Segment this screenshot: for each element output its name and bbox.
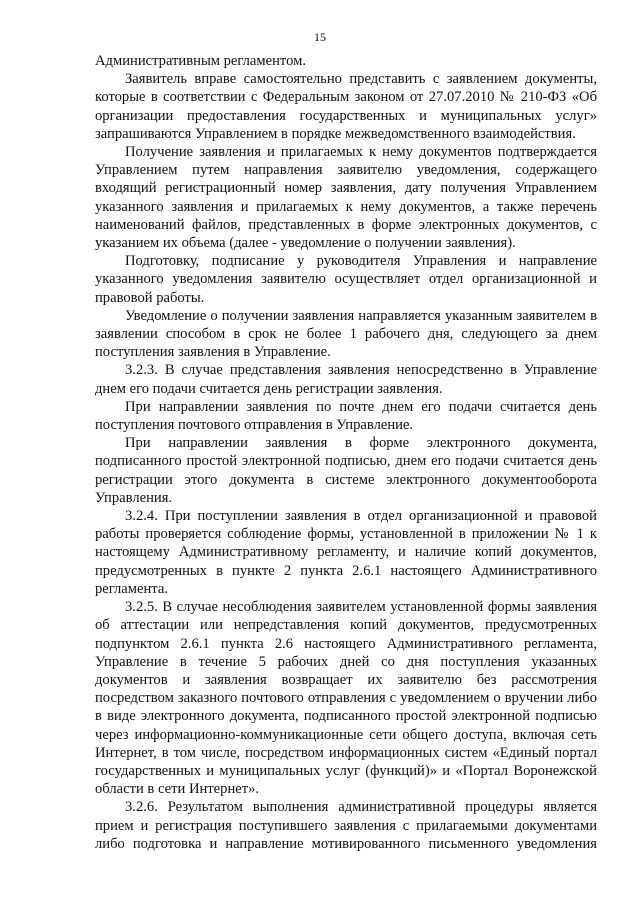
page-number: 15 bbox=[314, 30, 326, 44]
paragraph-notification-preparation: Подготовку, подписание у руководителя Управления и направление указанного уведомления заявителю осуществляет отдел организационной и правовой работы. bbox=[95, 253, 597, 306]
paragraph-postal-submission: При направлении заявления по почте днем его подачи считается день поступления почтового отправления в Управление. bbox=[95, 398, 597, 434]
paragraph-3-2-5: 3.2.5. В случае несоблюдения заявителем установленной формы заявления об аттестации или непредставления копий документов, предусмотренных подпунктом 2.6.1 пункта 2.6 настоящего Административного регламента, Управление в течение 5 рабочих дней со дня поступления указанных документов и заявления возвращает их заявителю без рассмотрения посредством заказного почтового отправления с уведомлением о вручении либо в виде электронного документа, подписанного простой электронной подписью через информационно-коммуникационные сети общего доступа, включая сеть Интернет, в том числе, посредством информационных систем «Единый портал государственных и муниципальных услуг (функций)» и «Портал Воронежской области в сети Интернет». bbox=[95, 599, 597, 798]
paragraph-receipt-confirmation: Получение заявления и прилагаемых к нему документов подтверждается Управлением путем направления заявителю уведомления, содержащего входящий регистрационный номер заявления, дату получения Управлением указанного заявления и прилагаемых к нему документов, а также перечень наименований файлов, представленных в форме электронных документов, с указанием их объема (далее - уведомление о получении заявления). bbox=[95, 144, 597, 252]
paragraph-notification-term: Уведомление о получении заявления направляется указанным заявителем в заявлении способом в срок не более 1 рабочего дня, следующего за днем поступления заявления в Управление. bbox=[95, 307, 597, 361]
paragraph-electronic-submission: При направлении заявления в форме электронного документа, подписанного простой электронной подписью, днем его подачи считается день регистрации этого документа в системе электронного документооборота Управления. bbox=[95, 435, 597, 506]
paragraph-applicant-right: Заявитель вправе самостоятельно представить с заявлением документы, которые в соответствии с Федеральным законом от 27.07.2010 № 210-ФЗ «Об организации предоставления государственных и муниципальных услуг» запрашиваются Управлением в порядке межведомственного взаимодействия. bbox=[95, 71, 597, 142]
paragraph-continuation: Административным регламентом. bbox=[95, 53, 307, 69]
paragraph-3-2-6: 3.2.6. Результатом выполнения административной процедуры является прием и регистрация поступившего заявления с прилагаемыми документами либо подготовка и направление мотивированного письменного уведомления bbox=[95, 799, 597, 852]
paragraph-3-2-4: 3.2.4. При поступлении заявления в отдел организационной и правовой работы проверяется соблюдение формы, установленной в приложении № 1 к настоящему Административному регламенту, и наличие копий документов, предусмотренных в пункте 2 пункта 2.6.1 настоящего Административного регламента. bbox=[95, 508, 597, 597]
paragraph-3-2-3: 3.2.3. В случае представления заявления непосредственно в Управление днем его подачи считается день регистрации заявления. bbox=[95, 362, 597, 397]
document-body bbox=[95, 52, 597, 853]
